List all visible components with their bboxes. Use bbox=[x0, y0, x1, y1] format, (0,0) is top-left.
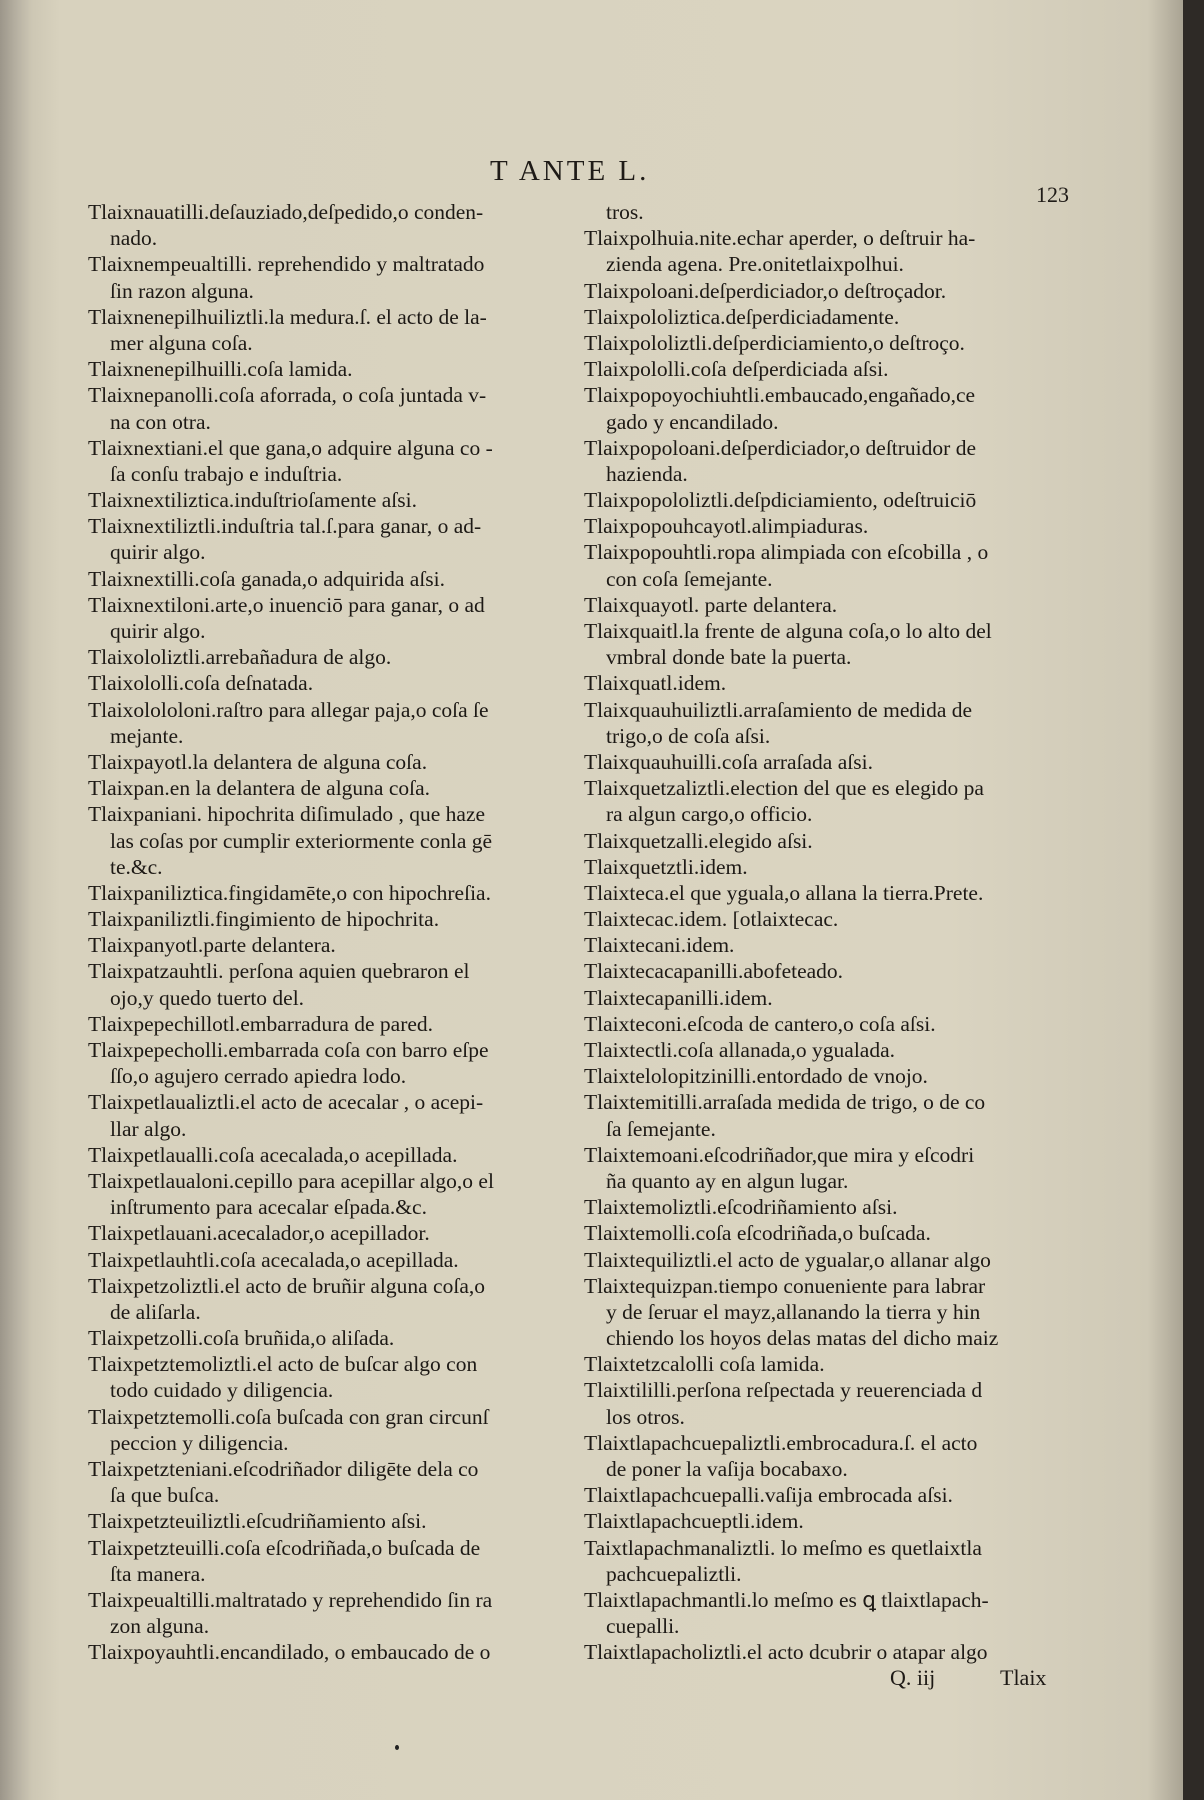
dictionary-entry-line: Tlaixtlapacholiztli.el acto dcubrir o atapar algo bbox=[584, 1640, 988, 1665]
dictionary-entry-line: Tlaixpololli.coſa deſperdiciada aſsi. bbox=[584, 357, 889, 382]
dictionary-entry-line: Tlaixpetzteuiliztli.eſcudriñamiento aſsi. bbox=[88, 1509, 427, 1534]
dictionary-entry-line: Tlaixpetztemoliztli.el acto de buſcar algo con bbox=[88, 1352, 478, 1377]
dictionary-entry-line: Tlaixtecapanilli.idem. bbox=[584, 985, 773, 1010]
dictionary-entry-line: Tlaixpaniliztli.fingimiento de hipochrita. bbox=[88, 907, 440, 932]
catchword: Tlaix bbox=[1000, 1665, 1047, 1690]
dictionary-entry-line: Tlaixpetlaualoni.cepillo para acepillar algo,o el bbox=[88, 1168, 494, 1193]
dictionary-entry-line: Tlaixtecac.idem. [otlaixtecac. bbox=[584, 907, 839, 932]
dictionary-entry-line: Tlaixtemitilli.arraſada medida de trigo, o de co bbox=[584, 1090, 986, 1115]
entry-continuation-line: zon alguna. bbox=[110, 1614, 210, 1639]
dictionary-entry-line: Tlaixpatzauhtli. perſona aquien quebraron el bbox=[88, 959, 470, 984]
entry-continuation-line: mer alguna coſa. bbox=[110, 330, 253, 355]
dictionary-entry-line: Tlaixquetztli.idem. bbox=[584, 854, 748, 879]
entry-continuation-line: pachcuepaliztli. bbox=[606, 1561, 742, 1586]
dictionary-entry-line: Tlaixololiztli.arrebañadura de algo. bbox=[88, 645, 392, 670]
dictionary-entry-line: Tlaixtequizpan.tiempo conueniente para labrar bbox=[584, 1273, 986, 1298]
entry-continuation-line: zienda agena. Pre.onitetlaixpolhui. bbox=[606, 252, 904, 277]
signature-mark: Q. iij bbox=[890, 1665, 936, 1690]
dictionary-entry-line: Tlaixteca.el que yguala,o allana la tierra.Prete. bbox=[584, 880, 984, 905]
dictionary-entry-line: Tlaixpetztemolli.coſa buſcada con gran circunſ bbox=[88, 1404, 489, 1429]
dictionary-entry-line: Tlaixnauatilli.deſauziado,deſpedido,o conden- bbox=[88, 200, 484, 224]
entry-continuation-line: todo cuidado y diligencia. bbox=[110, 1378, 334, 1403]
entry-continuation-line: con coſa ſemejante. bbox=[606, 566, 773, 591]
entry-continuation-line: vmbral donde bate la puerta. bbox=[606, 645, 852, 670]
ink-spot bbox=[395, 1745, 399, 1750]
dictionary-entry-line: Tlaixtequiliztli.el acto de ygualar,o allanar algo bbox=[584, 1247, 991, 1272]
entry-continuation-line: ſin razon alguna. bbox=[110, 278, 254, 303]
dictionary-entry-line: Tlaixpopouhtli.ropa alimpiada con eſcobilla , o bbox=[584, 540, 989, 565]
dictionary-entry-line: Tlaixtetzcalolli coſa lamida. bbox=[584, 1352, 825, 1377]
dictionary-entry-line: Tlaixquatl.idem. bbox=[584, 671, 727, 696]
entry-continuation-line: de poner la vaſija bocabaxo. bbox=[606, 1457, 848, 1481]
dictionary-entry-line: Tlaixololli.coſa deſnatada. bbox=[88, 671, 314, 696]
entry-continuation-line: tros. bbox=[606, 200, 644, 224]
dictionary-entry-line: Tlaixtelolopitzinilli.entordado de vnojo. bbox=[584, 1064, 928, 1089]
page-number: 123 bbox=[1036, 182, 1069, 207]
dictionary-entry-line: Tlaixquauhuilli.coſa arraſada aſsi. bbox=[584, 749, 873, 774]
dictionary-entry-line: Tlaixtemoani.eſcodriñador,que mira y eſcodri bbox=[584, 1142, 975, 1167]
dictionary-entry-line: Tlaixpepecholli.embarrada coſa con barro eſpe bbox=[88, 1038, 489, 1062]
dictionary-entry-line: Tlaixnextiliztica.induſtrioſamente aſsi. bbox=[88, 488, 417, 513]
dictionary-entry-line: Tlaixpetlauhtli.coſa acecalada,o acepillada. bbox=[88, 1247, 459, 1272]
dictionary-entry-line: Tlaixpetlaualli.coſa acecalada,o acepillada. bbox=[88, 1142, 458, 1167]
left-column bbox=[88, 199, 568, 1666]
dictionary-entry-line: Tlaixpopouhcayotl.alimpiaduras. bbox=[584, 514, 869, 539]
dictionary-entry-line: Tlaixpoloani.deſperdiciador,o deſtroçador. bbox=[584, 278, 947, 303]
entry-continuation-line: llar algo. bbox=[110, 1116, 187, 1141]
dictionary-entry-line: Tlaixnempeualtilli. reprehendido y maltratado bbox=[88, 252, 485, 277]
dictionary-entry-line: Tlaixpeualtilli.maltratado y reprehendido ſin ra bbox=[88, 1587, 493, 1612]
entry-continuation-line: ra algun cargo,o officio. bbox=[606, 802, 813, 827]
entry-continuation-line: las coſas por cumplir exteriormente conla gē bbox=[110, 828, 493, 853]
dictionary-entry-line: Tlaixnenepilhuilli.coſa lamida. bbox=[88, 357, 353, 382]
entry-continuation-line: ojo,y quedo tuerto del. bbox=[110, 985, 305, 1010]
dictionary-entry-line: Tlaixpan.en la delantera de alguna coſa. bbox=[88, 776, 431, 801]
dictionary-entry-line: Tlaixnenepilhuiliztli.la medura.ſ. el acto de la- bbox=[88, 304, 487, 329]
entry-continuation-line: ſa conſu trabajo e induſtria. bbox=[110, 461, 343, 486]
entry-continuation-line: gado y encandilado. bbox=[606, 409, 779, 434]
dictionary-entry-line: Tlaixpetzteuilli.coſa eſcodriñada,o buſcada de bbox=[88, 1535, 481, 1560]
right-column bbox=[584, 199, 1054, 1666]
dictionary-entry-line: Tlaixpetzteniani.eſcodriñador diligēte dela co bbox=[88, 1457, 479, 1481]
entry-continuation-line: peccion y diligencia. bbox=[110, 1430, 289, 1455]
entry-continuation-line: nado. bbox=[110, 226, 158, 251]
dictionary-entry-line: Tlaixquauhuiliztli.arraſamiento de medida de bbox=[584, 697, 973, 722]
entry-continuation-line: los otros. bbox=[606, 1404, 685, 1429]
dictionary-entry-line: Tlaixpetlaualiztli.el acto de acecalar , o acepi- bbox=[88, 1090, 484, 1115]
dictionary-entry-line: Tlaixtectli.coſa allanada,o ygualada. bbox=[584, 1038, 896, 1062]
dictionary-entry-line: Tlaixpoyauhtli.encandilado, o embaucado de o bbox=[88, 1640, 491, 1665]
entry-continuation-line: te.&c. bbox=[110, 854, 163, 879]
entry-continuation-line: ſa que buſca. bbox=[110, 1483, 220, 1508]
dictionary-entry-line: Tlaixpolhuia.nite.echar aperder, o deſtruir ha- bbox=[584, 226, 976, 251]
entry-continuation-line: trigo,o de coſa aſsi. bbox=[606, 723, 771, 748]
dictionary-entry-line: Tlaixquetzalli.elegido aſsi. bbox=[584, 828, 813, 853]
dictionary-entry-line: Tlaixpetzoliztli.el acto de bruñir alguna coſa,o bbox=[88, 1273, 485, 1298]
dictionary-entry-line: Tlaixtlapachcuepaliztli.embrocadura.ſ. el acto bbox=[584, 1430, 978, 1455]
entry-continuation-line: quirir algo. bbox=[110, 540, 206, 565]
dictionary-entry-line: Tlaixpanyotl.parte delantera. bbox=[88, 933, 336, 958]
dictionary-entry-line: Tlaixpayotl.la delantera de alguna coſa. bbox=[88, 749, 428, 774]
entry-continuation-line: ſa ſemejante. bbox=[606, 1116, 716, 1141]
dictionary-entry-line: Tlaixnextilli.coſa ganada,o adquirida aſsi. bbox=[88, 566, 446, 591]
dictionary-entry-line: Tlaixnextiani.el que gana,o adquire alguna co - bbox=[88, 435, 493, 460]
dictionary-entry-line: Tlaixquaitl.la frente de alguna coſa,o lo alto del bbox=[584, 619, 992, 643]
dictionary-entry-line: Tlaixtlapachmantli.lo meſmo es ꝗ tlaixtlapach- bbox=[584, 1587, 989, 1612]
dictionary-entry-line: Tlaixpaniliztica.fingidamēte,o con hipochreſia. bbox=[88, 880, 491, 905]
dictionary-entry-line: Tlaixpololiztica.deſperdiciadamente. bbox=[584, 304, 900, 329]
dictionary-entry-line: Tlaixpopoyochiuhtli.embaucado,engañado,ce bbox=[584, 383, 976, 408]
facing-page-edge bbox=[0, 0, 30, 1800]
dictionary-entry-line: Tlaixolololoni.raſtro para allegar paja,o coſa ſe bbox=[88, 697, 489, 722]
dictionary-entry-line: Tlaixtlapachcuepalli.vaſija embrocada aſsi. bbox=[584, 1483, 953, 1508]
dictionary-entry-line: Tlaixquayotl. parte delantera. bbox=[584, 592, 838, 617]
dictionary-entry-line: Tlaixpololiztli.deſperdiciamiento,o deſtroço. bbox=[584, 330, 965, 355]
entry-continuation-line: ſta manera. bbox=[110, 1561, 206, 1586]
dictionary-entry-line: Tlaixtecani.idem. bbox=[584, 933, 735, 958]
dictionary-entry-line: Tlaixpopoloani.deſperdiciador,o deſtruidor de bbox=[584, 435, 976, 460]
entry-continuation-line: mejante. bbox=[110, 723, 184, 748]
running-head: T ANTE L. bbox=[490, 155, 650, 187]
dictionary-entry-line: Tlaixtlapachcueptli.idem. bbox=[584, 1509, 804, 1534]
entry-continuation-line: chiendo los hoyos delas matas del dicho maiz bbox=[606, 1326, 999, 1351]
dictionary-entry-line: Tlaixpaniani. hipochrita diſimulado , que haze bbox=[88, 802, 486, 827]
entry-continuation-line: y de ſeruar el mayz,allanando la tierra y hin bbox=[606, 1299, 981, 1324]
entry-continuation-line: de aliſarla. bbox=[110, 1299, 201, 1324]
dictionary-entry-line: Tlaixtililli.perſona reſpectada y reuerenciada d bbox=[584, 1378, 983, 1403]
dictionary-entry-line: Taixtlapachmanaliztli. lo meſmo es quetlaixtla bbox=[584, 1535, 982, 1560]
entry-continuation-line: inſtrumento para acecalar eſpada.&c. bbox=[110, 1195, 427, 1220]
dictionary-entry-line: Tlaixpetzolli.coſa bruñida,o aliſada. bbox=[88, 1326, 395, 1351]
entry-continuation-line: na con otra. bbox=[110, 409, 211, 434]
dictionary-entry-line: Tlaixnepanolli.coſa aforrada, o coſa juntada v- bbox=[88, 383, 487, 408]
dictionary-entry-line: Tlaixtemolli.coſa eſcodriñada,o buſcada. bbox=[584, 1221, 931, 1246]
dictionary-entry-line: Tlaixpepechillotl.embarradura de pared. bbox=[88, 1011, 434, 1036]
entry-continuation-line: hazienda. bbox=[606, 461, 688, 486]
dictionary-entry-line: Tlaixteconi.eſcoda de cantero,o coſa aſsi. bbox=[584, 1011, 936, 1036]
dictionary-entry-line: Tlaixpetlauani.acecalador,o acepillador. bbox=[88, 1221, 430, 1246]
entry-continuation-line: cuepalli. bbox=[606, 1614, 680, 1639]
dictionary-entry-line: Tlaixtemoliztli.eſcodriñamiento aſsi. bbox=[584, 1195, 898, 1220]
dictionary-entry-line: Tlaixquetzaliztli.election del que es elegido pa bbox=[584, 776, 984, 801]
dictionary-entry-line: Tlaixpopololiztli.deſpdiciamiento, odeſtruiciō bbox=[584, 488, 977, 513]
entry-continuation-line: quirir algo. bbox=[110, 619, 206, 643]
entry-continuation-line: ña quanto ay en algun lugar. bbox=[606, 1168, 849, 1193]
dictionary-entry-line: Tlaixnextiliztli.induſtria tal.ſ.para ganar, o ad- bbox=[88, 514, 482, 539]
entry-continuation-line: ſſo,o agujero cerrado apiedra lodo. bbox=[110, 1064, 407, 1089]
dictionary-entry-line: Tlaixtecacapanilli.abofeteado. bbox=[584, 959, 844, 984]
dictionary-entry-line: Tlaixnextiloni.arte,o inuenciō para ganar, o ad bbox=[88, 592, 485, 617]
